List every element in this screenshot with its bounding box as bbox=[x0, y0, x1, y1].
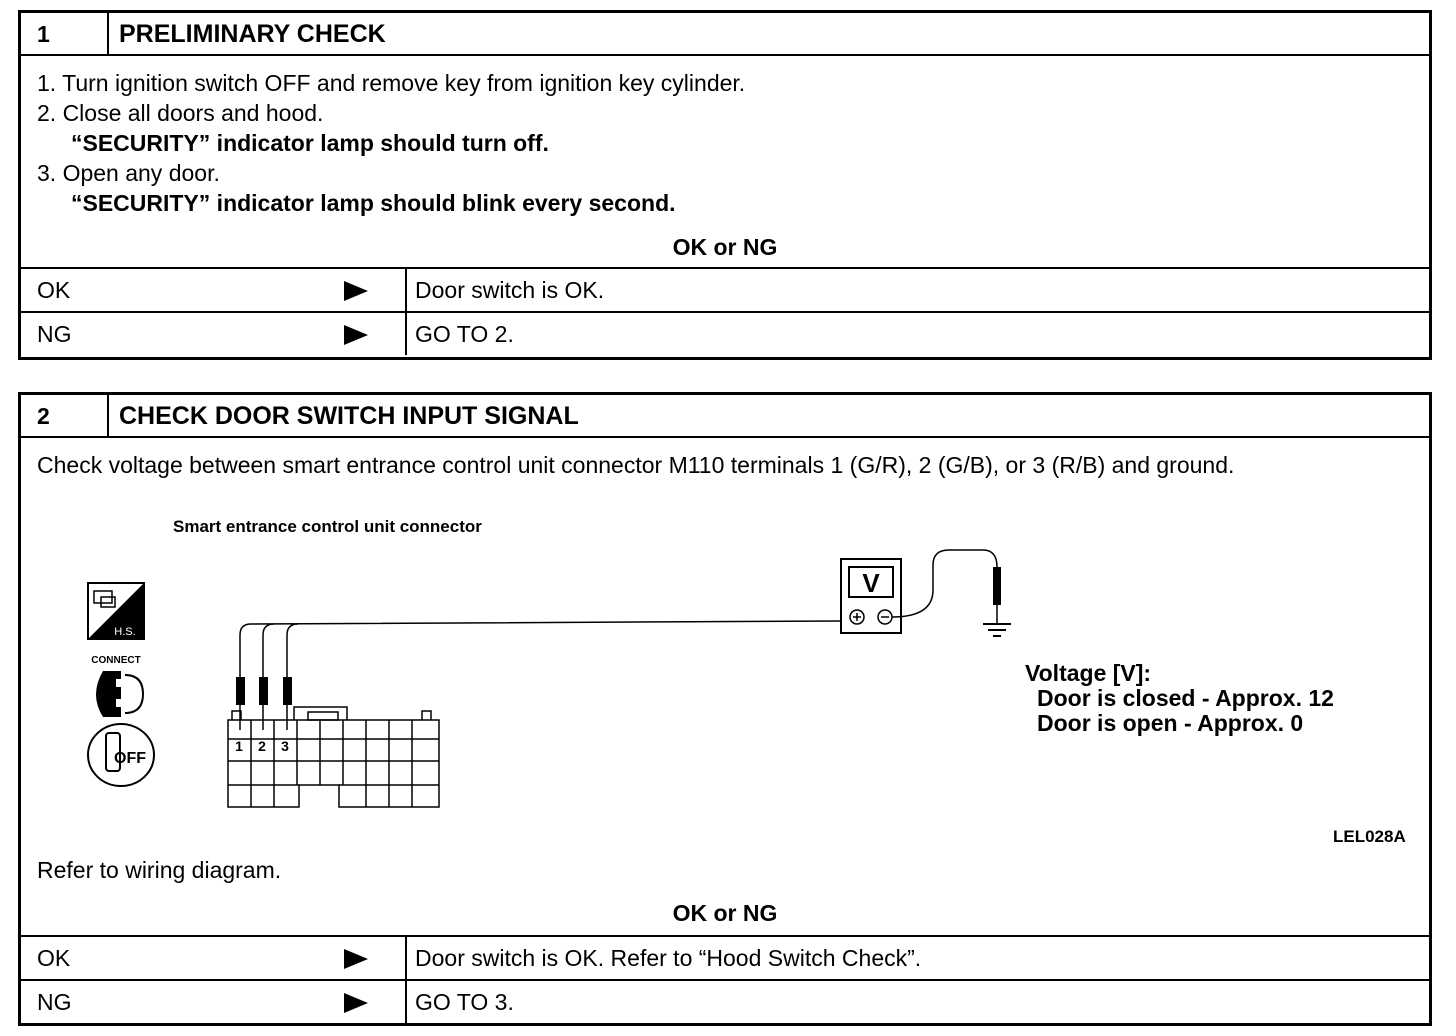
step-2: 2. Close all doors and hood. bbox=[37, 100, 324, 126]
ok-or-ng-label: OK or NG bbox=[672, 900, 778, 926]
connector-diagram bbox=[21, 395, 1429, 855]
section-1-title: PRELIMINARY CHECK bbox=[119, 20, 386, 48]
step-3: 3. Open any door. bbox=[37, 160, 220, 186]
terminal-3-label: 3 bbox=[281, 738, 289, 754]
instruction: Check voltage between smart entrance control unit connector M110 terminals 1 (G/R), 2 (G/B), or 3 (R/B) and ground. bbox=[37, 452, 1235, 478]
step-2-expectation: “SECURITY” indicator lamp should turn off. bbox=[71, 130, 549, 156]
voltage-closed: Door is closed - Approx. 12 bbox=[1037, 685, 1334, 711]
voltmeter-icon bbox=[841, 559, 901, 633]
arrow-right-icon bbox=[344, 281, 368, 301]
result-row-ok bbox=[21, 935, 1429, 979]
result-value: Door switch is OK. Refer to “Hood Switch Check”. bbox=[415, 945, 922, 971]
hs-icon bbox=[88, 583, 144, 639]
hs-label: H.S. bbox=[114, 626, 136, 638]
step-1: 1. Turn ignition switch OFF and remove key from ignition key cylinder. bbox=[37, 70, 746, 96]
result-value: GO TO 3. bbox=[415, 989, 514, 1015]
result-value: Door switch is OK. bbox=[415, 277, 605, 303]
meter-label: V bbox=[862, 568, 880, 598]
ground-lead bbox=[892, 550, 997, 617]
connector-label: Smart entrance control unit connector bbox=[173, 517, 482, 536]
voltage-open: Door is open - Approx. 0 bbox=[1037, 710, 1304, 736]
figure-code: LEL028A bbox=[1333, 827, 1406, 846]
probe-3 bbox=[283, 677, 292, 705]
off-label: OFF bbox=[114, 750, 146, 767]
divider bbox=[405, 269, 407, 311]
wiring-svg bbox=[21, 395, 1429, 855]
terminal-2-label: 2 bbox=[258, 738, 266, 754]
connector-body bbox=[228, 707, 439, 807]
result-key: NG bbox=[37, 321, 72, 347]
section-2-number: 2 bbox=[21, 395, 109, 436]
ignition-off-icon bbox=[88, 724, 154, 786]
probe-2 bbox=[259, 677, 268, 705]
section-2-title: CHECK DOOR SWITCH INPUT SIGNAL bbox=[119, 402, 579, 430]
step-3-expectation: “SECURITY” indicator lamp should blink every second. bbox=[71, 190, 676, 216]
connect-icon bbox=[91, 655, 143, 717]
arrow-right-icon bbox=[344, 325, 368, 345]
result-key: NG bbox=[37, 989, 72, 1015]
terminal-1-label: 1 bbox=[235, 738, 243, 754]
section-1-header bbox=[21, 13, 1429, 56]
probe-1 bbox=[236, 677, 245, 705]
divider bbox=[405, 981, 407, 1023]
result-key: OK bbox=[37, 277, 71, 303]
probe-leads bbox=[240, 621, 841, 730]
arrow-right-icon bbox=[344, 949, 368, 969]
divider bbox=[405, 313, 407, 355]
connect-label: CONNECT bbox=[91, 655, 141, 666]
section-1-number: 1 bbox=[21, 13, 109, 54]
ground-icon bbox=[983, 624, 1011, 636]
result-row-ok bbox=[21, 267, 1429, 311]
result-row-ng bbox=[21, 311, 1429, 355]
result-key: OK bbox=[37, 945, 71, 971]
arrow-right-icon bbox=[344, 993, 368, 1013]
ok-or-ng-label: OK or NG bbox=[672, 234, 778, 260]
section-1-box bbox=[18, 10, 1432, 360]
divider bbox=[405, 937, 407, 979]
section-2-box bbox=[18, 392, 1432, 1026]
ground-probe bbox=[993, 567, 1001, 605]
voltage-title: Voltage [V]: bbox=[1025, 660, 1152, 686]
refer-text: Refer to wiring diagram. bbox=[37, 857, 282, 883]
result-value: GO TO 2. bbox=[415, 321, 514, 347]
result-row-ng bbox=[21, 979, 1429, 1023]
